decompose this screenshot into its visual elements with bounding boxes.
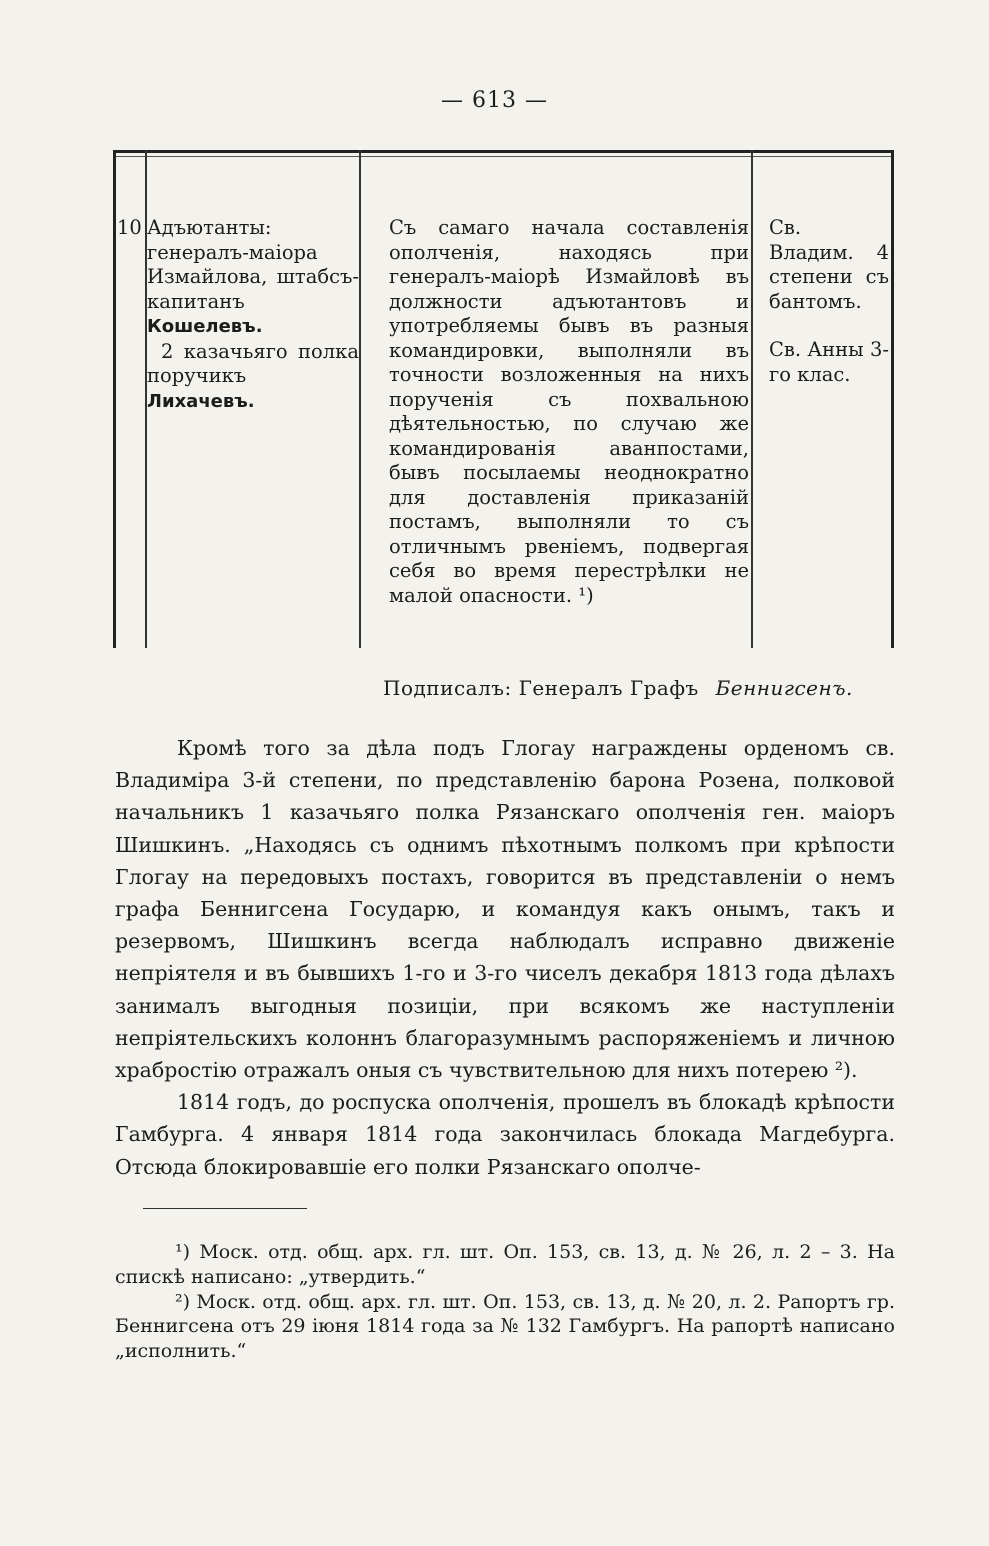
footnote-separator: [143, 1208, 307, 1209]
signer-name: Беннигсенъ.: [715, 676, 853, 700]
signature-line: [383, 676, 853, 700]
main-text: [115, 732, 895, 1183]
names-cell: [147, 216, 359, 414]
footnote-2: ²) Моск. отд. общ. арх. гл. шт. Оп. 153, св. 13, д. № 20, л. 2. Рапортъ гр. Беннигсена отъ 29 іюня 1814 года за № 132 Гамбургъ. На рапортѣ написано „исполнить.“: [115, 1290, 895, 1363]
column-divider: [359, 150, 361, 648]
footnote-ref-2: ²).: [834, 1058, 858, 1083]
footnote-1: ¹) Моск. отд. общ. арх. гл. шт. Оп. 153, св. 13, д. № 26, л. 2 – 3. На спискѣ написано: „утвердить.“: [115, 1241, 895, 1288]
column-divider: [751, 150, 753, 648]
paragraph: [115, 732, 895, 1086]
page-number: — 613 —: [441, 88, 548, 113]
awards-cell: [769, 216, 889, 387]
paragraph-text-1: Кромѣ того за дѣла подъ Глогау награждены орденомъ св. Владиміра 3-й степени, по представленію барона Розена, полковой начальникъ 1 казачьяго полка Рязанскаго ополченія ген. маіоръ Шишкинъ. „Находясь съ однимъ пѣхотнымъ полкомъ при крѣпости Глогау на передовыхъ постахъ, говорится въ представленіи о немъ графа Беннигсена Государю, и командуя какъ онымъ, такъ и резервомъ, Шишкинъ всегда наблюдалъ исправно движеніе непріятеля и въ бывшихъ 1-го и 3-го чиселъ декабря 1813 года дѣлахъ занималъ выгодныя позиціи, при всякомъ же наступленіи непріятельскихъ колоннъ благоразумнымъ распоряженіемъ и личною храбростію отражалъ оныя съ чувствительною для нихъ потерею: [115, 736, 895, 1083]
description-text: Съ самаго начала составленія ополченія, находясь при генералъ-маіорѣ Измайловѣ въ должности адъютантовъ и употребляемы бывъ въ разныя командировки, выполняли въ точности возложенныя на нихъ порученія съ похвальною дѣятельностью, по случаю же командированія аванпостами, бывъ посылаемы неоднократно для доставленія приказаній постамъ, выполняли то съ отличнымъ рвеніемъ, подвергая себя во время перестрѣлки не малой опасности.: [389, 216, 749, 607]
paragraph-text-2: 1814 годъ, до роспуска ополченія, прошелъ въ блокадѣ крѣпости Гамбурга. 4 января 1814 года закончилась блокада Магдебурга. Отсюда блокировавшіе его полки Рязанскаго ополче-: [115, 1090, 895, 1179]
names-text: Адъютанты: генералъ-маіора Измайлова, штабсъ-капитанъ: [147, 216, 359, 313]
signature-prefix: Подписалъ: Генералъ Графъ: [383, 676, 699, 700]
names-text-2: 2 казачьяго полка поручикъ: [147, 339, 359, 387]
award-anna: Св. Анны 3-го клас.: [769, 338, 889, 386]
name-likhachev: Лихачевъ.: [147, 390, 255, 412]
table-top-rule: [113, 150, 894, 153]
name-koshelev: Кошелевъ.: [147, 316, 263, 337]
award-vladimir: Св. Владим. 4 степени съ бантомъ.: [769, 216, 889, 313]
table-left-border: [113, 150, 116, 648]
description-cell: [389, 216, 749, 608]
footnote-ref-1: ¹): [578, 583, 594, 607]
row-number: 10: [117, 216, 142, 239]
service-table: [113, 150, 894, 648]
table-top-rule-thin: [113, 156, 894, 157]
footnotes: [115, 1240, 895, 1364]
table-right-border: [891, 150, 894, 648]
